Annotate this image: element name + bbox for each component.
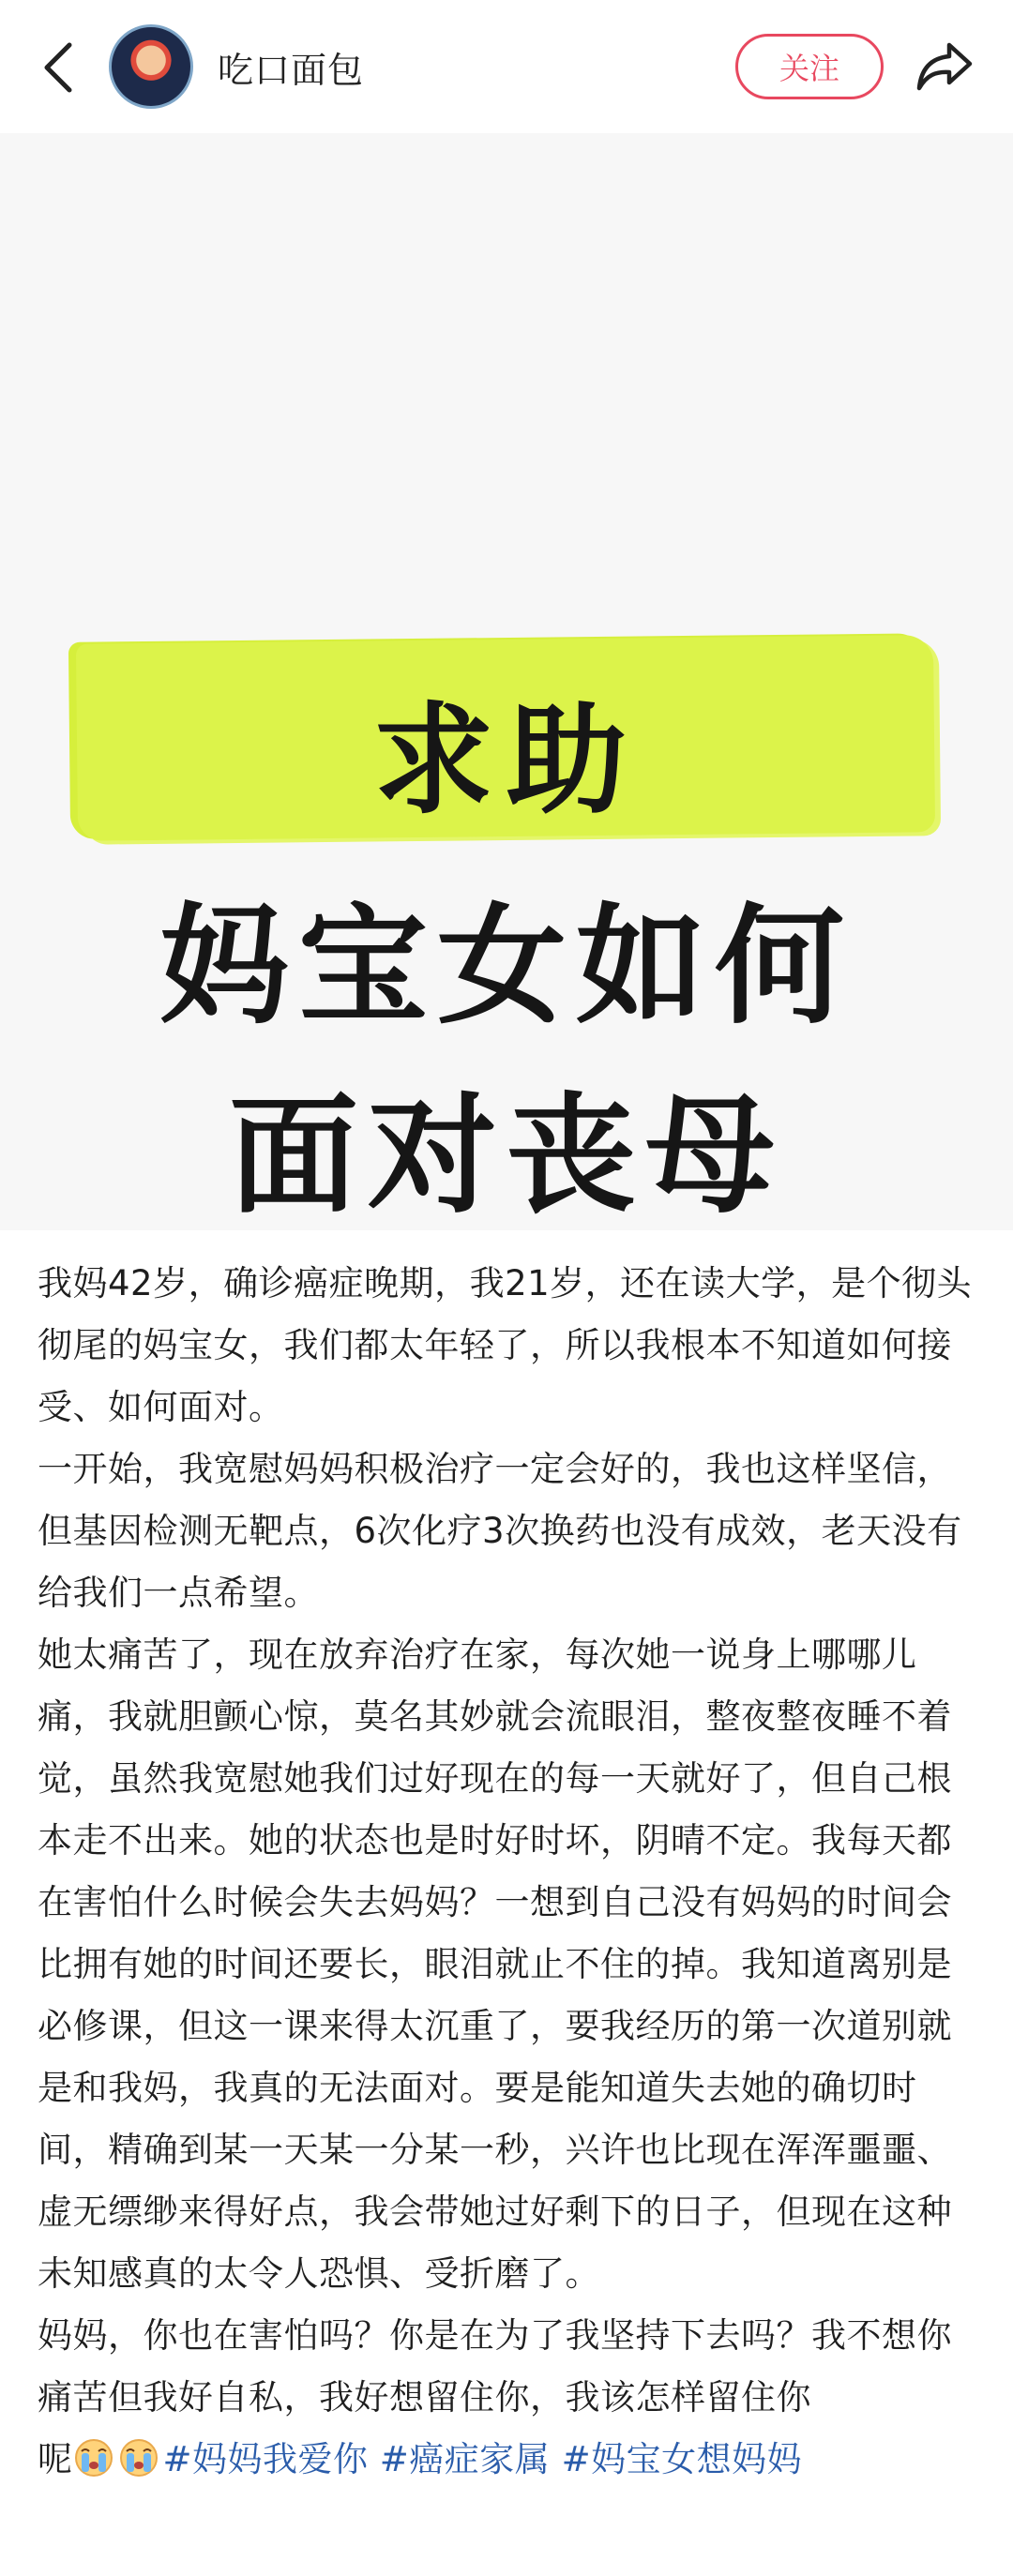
- share-icon[interactable]: [915, 38, 974, 94]
- crying-face-icon: [73, 2437, 114, 2478]
- follow-button[interactable]: 关注: [735, 34, 884, 99]
- post-paragraph: 一开始，我宽慰妈妈积极治疗一定会好的，我也这样坚信，但基因检测无靶点，6次化疗3次换药也没有成效，老天没有给我们一点希望。: [38, 1449, 962, 1613]
- top-bar: [0, 0, 1013, 133]
- cover-title-line-3: 面对丧母: [228, 1080, 784, 1231]
- last-line-text: 呢: [38, 2439, 73, 2479]
- cover-image[interactable]: [0, 133, 1013, 1230]
- hashtag-link[interactable]: #癌症家属: [379, 2439, 551, 2479]
- tags-line: [38, 2429, 975, 2491]
- back-arrow-icon[interactable]: [38, 39, 79, 96]
- cover-title-line-1: 求助: [372, 691, 640, 831]
- author-avatar[interactable]: [109, 24, 193, 109]
- post-paragraph: 我妈42岁，确诊癌症晚期，我21岁，还在读大学，是个彻头彻尾的妈宝女，我们都太年轻了，所以我根本不知道如何接受、如何面对。: [38, 1263, 973, 1427]
- post-body: [38, 1253, 975, 2491]
- author-name[interactable]: 吃口面包: [218, 50, 365, 91]
- hashtag-link[interactable]: #妈宝女想妈妈: [561, 2439, 803, 2479]
- post-paragraph: 她太痛苦了，现在放弃治疗在家，每次她一说身上哪哪儿痛，我就胆颤心惊，莫名其妙就会流眼泪，整夜整夜睡不着觉，虽然我宽慰她我们过好现在的每一天就好了，但自己根本走不出来。她的状态也是时好时坏，阴晴不定。我每天都在害怕什么时候会失去妈妈？一想到自己没有妈妈的时间会比拥有她的时间还要长，眼泪就止不住的掉。我知道离别是必修课，但这一课来得太沉重了，要我经历的第一次道别就是和我妈，我真的无法面对。要是能知道失去她的确切时间，精确到某一天某一分某一秒，兴许也比现在浑浑噩噩、虚无缥缈来得好点，我会带她过好剩下的日子，但现在这种未知感真的太令人恐惧、受折磨了。: [38, 1634, 952, 2294]
- hashtag-link[interactable]: #妈妈我爱你: [162, 2439, 369, 2479]
- post-paragraph: 妈妈，你也在害怕吗？你是在为了我坚持下去吗？我不想你痛苦但我好自私，我好想留住你，我该怎样留住你: [38, 2315, 952, 2418]
- crying-face-icon: [118, 2437, 159, 2478]
- cover-title-line-2: 妈宝女如何: [159, 891, 854, 1042]
